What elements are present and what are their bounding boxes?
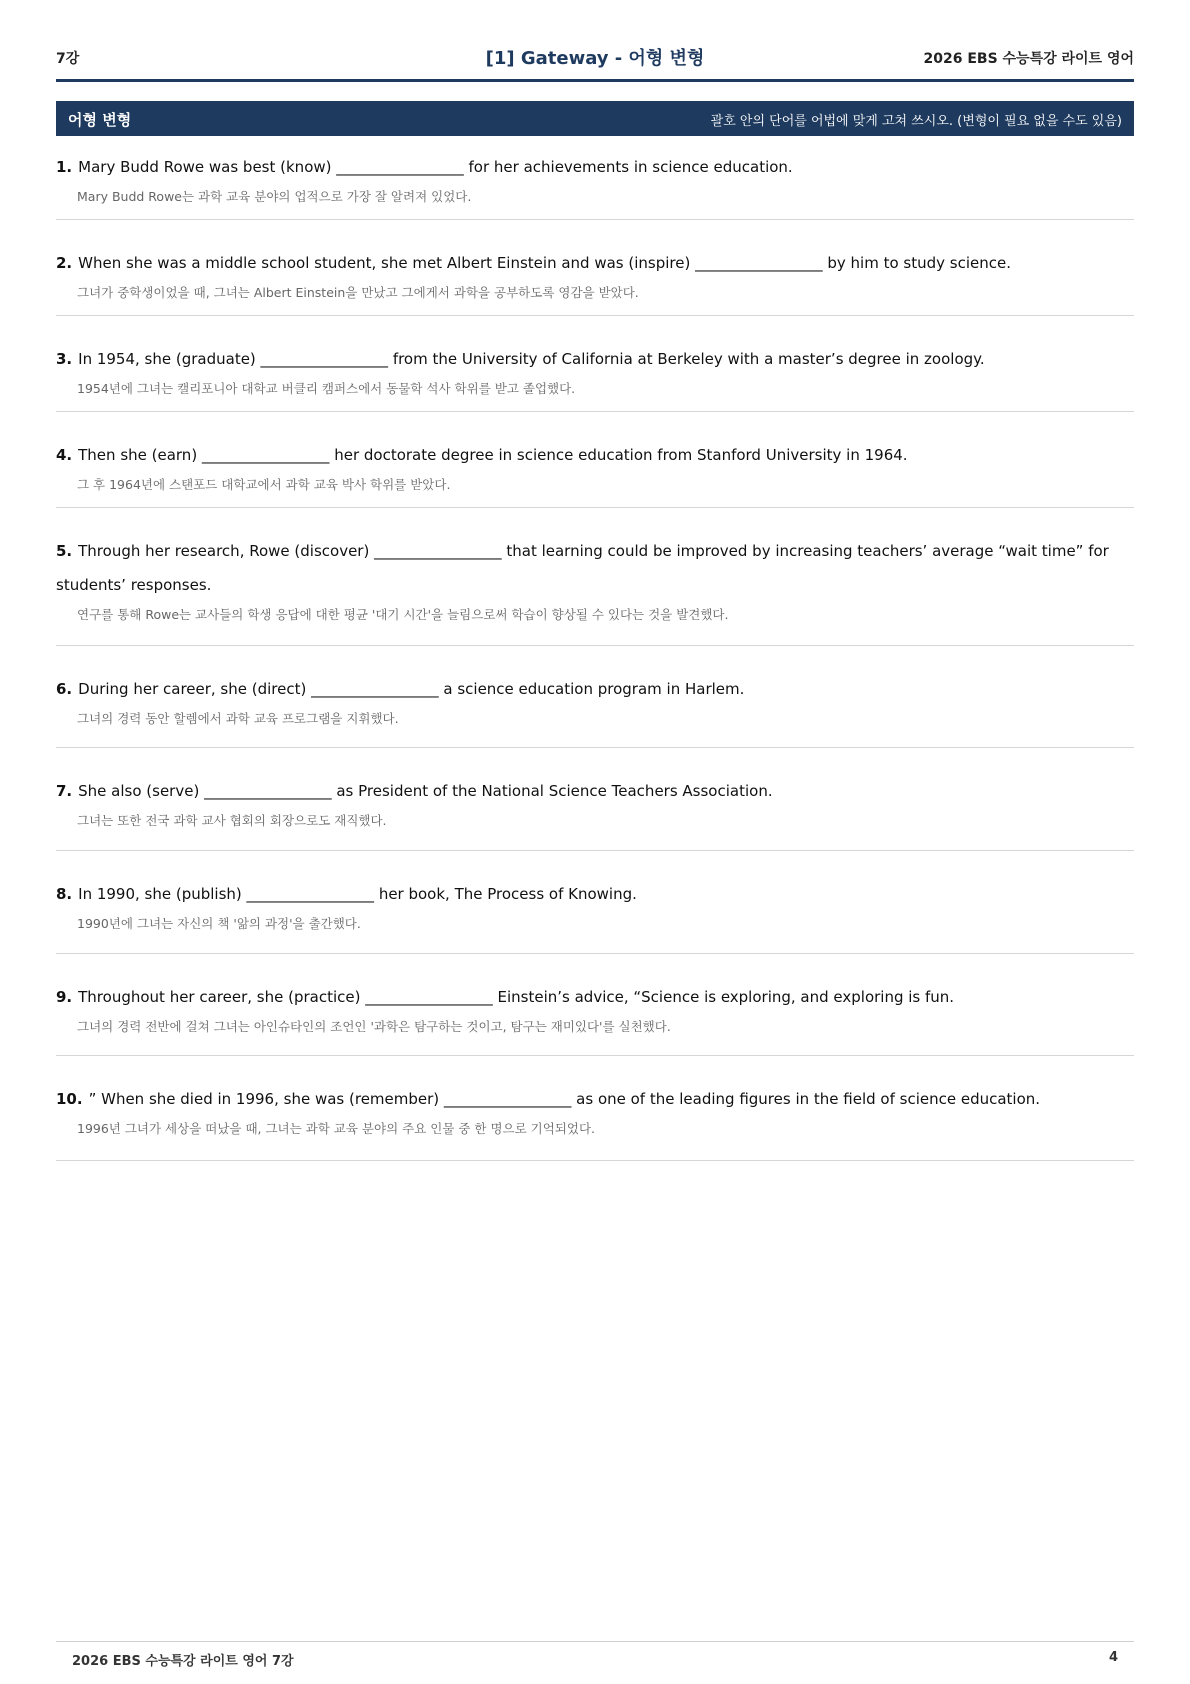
question-item [56, 954, 1134, 1056]
question-item [56, 508, 1134, 646]
question-sentence: In 1990, she (publish) _________________ her book, The Process of Knowing. [78, 885, 637, 903]
question-item [56, 316, 1134, 412]
question-number: 2. [56, 254, 73, 272]
question-translation: 그 후 1964년에 스탠포드 대학교에서 과학 교육 박사 학위를 받았다. [77, 477, 451, 492]
question-item [56, 646, 1134, 748]
question-sentence: Throughout her career, she (practice) _________________ Einstein’s advice, “Science is exploring, and exploring is fun. [78, 988, 955, 1006]
section-instruction: 괄호 안의 단어를 어법에 맞게 고쳐 쓰시오. (변형이 필요 없을 수도 있음) [710, 114, 1122, 129]
lesson-number: 7강 [56, 51, 80, 67]
question-translation: 1996년 그녀가 세상을 떠났을 때, 그녀는 과학 교육 분야의 주요 인물 중 한 명으로 기억되었다. [77, 1121, 596, 1136]
question-number: 3. [56, 350, 73, 368]
question-translation: 연구를 통해 Rowe는 교사들의 학생 응답에 대한 평균 '대기 시간'을 늘림으로써 학습이 향상될 수 있다는 것을 발견했다. [77, 607, 729, 622]
question-sentence: Mary Budd Rowe was best (know) _________________ for her achievements in science education. [78, 158, 793, 176]
question-translation: 1990년에 그녀는 자신의 책 '앎의 과정'을 출간했다. [77, 916, 361, 931]
page-title: [1] Gateway - 어형 변형 [485, 48, 705, 69]
question-translation: 그녀가 중학생이었을 때, 그녀는 Albert Einstein을 만났고 그에게서 과학을 공부하도록 영감을 받았다. [77, 285, 639, 300]
section-title: 어형 변형 [68, 111, 132, 129]
book-title: 2026 EBS 수능특강 라이트 영어 [923, 51, 1134, 67]
question-translation: 1954년에 그녀는 캘리포니아 대학교 버클리 캠퍼스에서 동물학 석사 학위를 받고 졸업했다. [77, 381, 576, 396]
question-sentence: When she was a middle school student, she met Albert Einstein and was (inspire) _________________ by him to study science. [78, 254, 1011, 272]
page-number: 4 [1108, 1650, 1118, 1665]
question-item [56, 412, 1134, 508]
question-item [56, 851, 1134, 954]
question-sentence: In 1954, she (graduate) _________________ from the University of California at Berkeley with a master’s degree in zoology. [78, 350, 985, 368]
question-number: 10. [56, 1090, 83, 1108]
question-number: 7. [56, 782, 73, 800]
question-sentence: During her career, she (direct) _________________ a science education program in Harlem. [78, 680, 745, 698]
footer-book-title: 2026 EBS 수능특강 라이트 영어 7강 [72, 1654, 294, 1669]
page-header [56, 44, 1134, 82]
question-number: 9. [56, 988, 73, 1006]
question-translation: 그녀는 또한 전국 과학 교사 협회의 회장으로도 재직했다. [77, 813, 387, 828]
question-number: 6. [56, 680, 73, 698]
question-sentence: Through her research, Rowe (discover) _________________ that learning could be improved by increasing teachers’ average “wait time” for students’ responses. [56, 542, 1109, 594]
page-footer [56, 1641, 1134, 1671]
question-translation: 그녀의 경력 전반에 걸쳐 그녀는 아인슈타인의 조언인 '과학은 탐구하는 것이고, 탐구는 재미있다'를 실천했다. [77, 1019, 671, 1034]
question-sentence: Then she (earn) _________________ her doctorate degree in science education from Stanford University in 1964. [78, 446, 908, 464]
question-item [56, 748, 1134, 851]
question-list [56, 150, 1134, 1161]
question-number: 4. [56, 446, 73, 464]
question-number: 5. [56, 542, 73, 560]
question-item [56, 150, 1134, 220]
question-translation: Mary Budd Rowe는 과학 교육 분야의 업적으로 가장 잘 알려져 있었다. [77, 189, 472, 204]
question-item [56, 1056, 1134, 1161]
question-item [56, 220, 1134, 316]
question-sentence: ” When she died in 1996, she was (remember) _________________ as one of the leading figures in the field of science education. [88, 1090, 1041, 1108]
question-number: 8. [56, 885, 73, 903]
question-sentence: She also (serve) _________________ as President of the National Science Teachers Association. [78, 782, 773, 800]
section-bar [56, 101, 1134, 136]
question-translation: 그녀의 경력 동안 할렘에서 과학 교육 프로그램을 지휘했다. [77, 711, 399, 726]
question-number: 1. [56, 158, 73, 176]
